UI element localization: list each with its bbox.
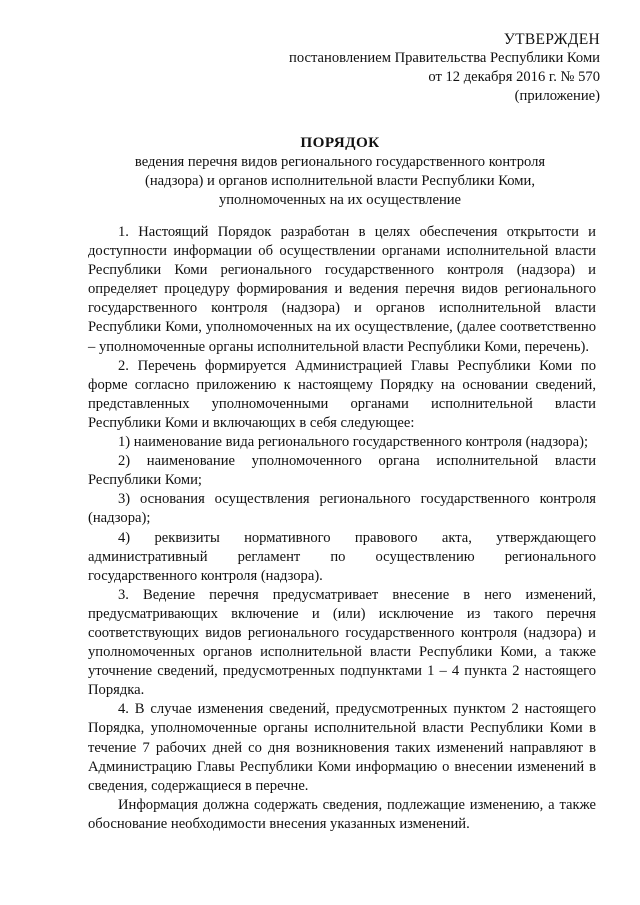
paragraph-4-continuation: Информация должна содержать сведения, подлежащие изменению, а также обоснование необходимости внесения указанных изменений. (88, 796, 596, 832)
document-heading (90, 133, 590, 210)
document-subtitle-line-3: уполномоченных на их осуществление (218, 192, 462, 208)
paragraph-2: 2. Перечень формируется Администрацией Главы Республики Коми по форме согласно приложению к настоящему Порядку на основании сведений, представленных уполномоченными органами исполнительной власти Республики Коми и включающих в себя следующее: (88, 357, 596, 431)
document-subtitle-line-1: ведения перечня видов регионального государственного контроля (134, 154, 546, 170)
approval-line-date: от 12 декабря 2016 г. № 570 (428, 69, 600, 85)
paragraph-4: 4. В случае изменения сведений, предусмотренных пунктом 2 настоящего Порядка, уполномоченные органы исполнительной власти Республики Коми в течение 7 рабочих дней со дня возникновения таких изменений направляют в Администрацию Главы Республики Коми информацию о внесении изменений в сведения, содержащиеся в перечне. (88, 701, 596, 794)
paragraph-1: 1. Настоящий Порядок разработан в целях обеспечения открытости и доступности информации об осуществлении органами исполнительной власти Республики Коми регионального государственного контроля (надзора) и определяет процедуру формирования и ведения перечня видов регионального государственного контроля (надзора) и органов исполнительной власти Республики Коми, уполномоченных на их осуществление, (далее соответственно – уполномоченные органы исполнительной власти Республики Коми, перечень). (88, 224, 596, 355)
approval-stamp (289, 30, 600, 106)
approval-title: УТВЕРЖДЕН (503, 31, 600, 48)
document-subtitle-line-2: (надзора) и органов исполнительной власти Республики Коми, (145, 173, 535, 189)
approval-line-decree: постановлением Правительства Республики Коми (289, 50, 600, 66)
approval-line-annex: (приложение) (514, 88, 600, 104)
document-body (88, 223, 596, 834)
paragraph-2-item-3: 3) основания осуществления регионального государственного контроля (надзора); (88, 491, 596, 527)
paragraph-2-item-4: 4) реквизиты нормативного правового акта, утверждающего административный регламент по осуществлению регионального государственного контроля (надзора). (88, 529, 596, 584)
document-title: ПОРЯДОК (300, 134, 380, 151)
paragraph-2-item-1: 1) наименование вида регионального государственного контроля (надзора); (118, 434, 589, 451)
paragraph-3: 3. Ведение перечня предусматривает внесение в него изменений, предусматривающих включение и (или) исключение из такого перечня соответствующих видов регионального государственного контроля (надзора) и уполномоченных органов исполнительной власти Республики Коми, а также уточнение сведений, предусмотренных подпунктами 1 – 4 пункта 2 настоящего Порядка. (88, 586, 596, 699)
paragraph-2-item-2: 2) наименование уполномоченного органа исполнительной власти Республики Коми; (88, 453, 596, 489)
